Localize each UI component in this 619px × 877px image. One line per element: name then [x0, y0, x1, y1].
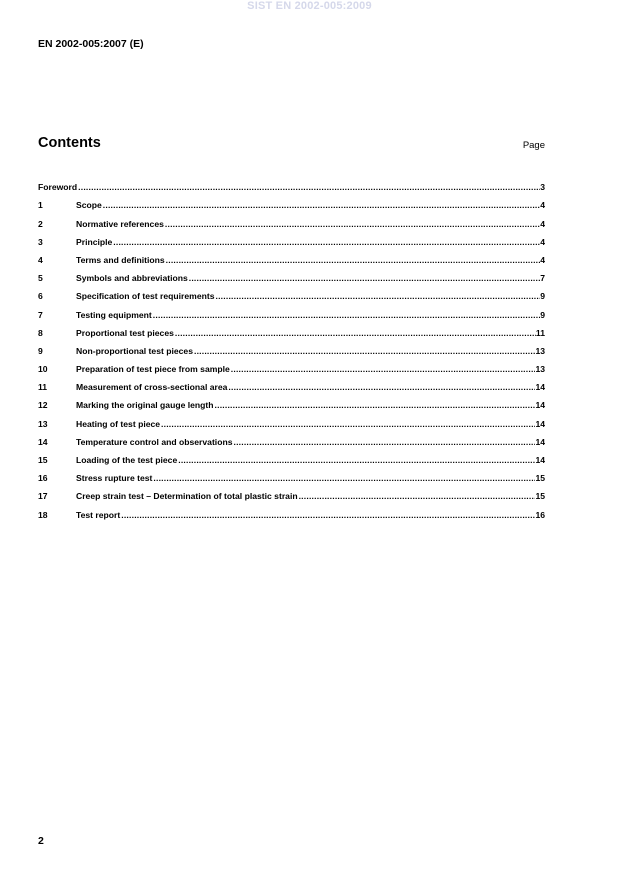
page-number: 2	[38, 835, 44, 847]
toc-entry-number: 12	[38, 400, 48, 411]
toc-entry-measurement-of-cross-sectional-area[interactable]	[38, 375, 545, 393]
dot-leader	[113, 237, 540, 248]
dot-leader	[153, 473, 535, 484]
toc-entry-number: 13	[38, 418, 48, 429]
toc-entry-proportional-test-pieces[interactable]	[38, 321, 545, 339]
toc-entry-specification-of-test-requirements[interactable]	[38, 284, 545, 302]
toc-entry-title: Marking the original gauge length	[76, 400, 214, 411]
toc-entry-page: 14	[535, 400, 545, 411]
toc-entry-principle[interactable]	[38, 230, 545, 248]
toc-entry-page: 7	[540, 273, 545, 284]
toc-entry-page: 11	[535, 327, 545, 338]
dot-leader	[103, 200, 540, 211]
dot-leader	[215, 400, 536, 411]
dot-leader	[231, 364, 536, 375]
toc-entry-number: 14	[38, 436, 48, 447]
toc-entry-title: Foreword	[38, 182, 78, 193]
toc-entry-preparation-of-test-piece[interactable]	[38, 357, 545, 375]
toc-entry-title: Creep strain test – Determination of total plastic strain	[76, 491, 298, 502]
table-of-contents	[38, 175, 545, 521]
toc-entry-number: 11	[38, 382, 48, 393]
toc-entry-number: 10	[38, 364, 48, 375]
dot-leader	[165, 219, 540, 230]
dot-leader	[299, 491, 536, 502]
toc-entry-title: Proportional test pieces	[76, 327, 174, 338]
toc-entry-number: 8	[38, 327, 43, 338]
dot-leader	[78, 182, 540, 193]
toc-entry-page: 3	[540, 182, 545, 193]
toc-entry-title: Scope	[76, 200, 102, 211]
contents-heading: Contents	[38, 135, 101, 151]
dot-leader	[166, 255, 541, 266]
dot-leader	[216, 291, 541, 302]
toc-entry-title: Preparation of test piece from sample	[76, 364, 230, 375]
toc-entry-heating-of-test-piece[interactable]	[38, 411, 545, 429]
dot-leader	[121, 510, 535, 521]
toc-entry-stress-rupture-test[interactable]	[38, 466, 545, 484]
toc-entry-page: 15	[535, 491, 545, 502]
toc-entry-page: 9	[540, 291, 545, 302]
dot-leader	[194, 346, 535, 357]
toc-entry-page: 4	[540, 200, 545, 211]
toc-entry-number: 4	[38, 254, 43, 265]
toc-entry-marking-gauge-length[interactable]	[38, 393, 545, 411]
toc-entry-number: 18	[38, 509, 48, 520]
toc-entry-page: 9	[540, 309, 545, 320]
toc-entry-page: 4	[540, 218, 545, 229]
toc-entry-number: 1	[38, 200, 43, 211]
toc-entry-number: 6	[38, 291, 43, 302]
toc-entry-page: 14	[535, 382, 545, 393]
toc-entry-title: Principle	[76, 236, 113, 247]
dot-leader	[228, 382, 535, 393]
toc-entry-page: 14	[535, 436, 545, 447]
toc-entry-temperature-control[interactable]	[38, 430, 545, 448]
toc-entry-symbols-and-abbreviations[interactable]	[38, 266, 545, 284]
toc-entry-testing-equipment[interactable]	[38, 302, 545, 320]
dot-leader	[153, 310, 540, 321]
toc-entry-title: Temperature control and observations	[76, 436, 233, 447]
toc-entry-terms-and-definitions[interactable]	[38, 248, 545, 266]
toc-entry-title: Non-proportional test pieces	[76, 345, 193, 356]
toc-entry-number: 9	[38, 345, 43, 356]
toc-entry-title: Specification of test requirements	[76, 291, 215, 302]
toc-entry-title: Measurement of cross-sectional area	[76, 382, 228, 393]
toc-entry-page: 15	[535, 473, 545, 484]
toc-entry-test-report[interactable]	[38, 502, 545, 520]
watermark: SIST EN 2002-005:2009	[247, 0, 372, 12]
toc-entry-title: Stress rupture test	[76, 473, 153, 484]
toc-entry-page: 13	[535, 345, 545, 356]
dot-leader	[189, 273, 540, 284]
toc-entry-title: Heating of test piece	[76, 418, 161, 429]
toc-entry-title: Testing equipment	[76, 309, 152, 320]
toc-entry-foreword[interactable]	[38, 175, 545, 193]
toc-entry-page: 4	[540, 254, 545, 265]
toc-entry-loading-of-test-piece[interactable]	[38, 448, 545, 466]
toc-entry-scope[interactable]	[38, 193, 545, 211]
dot-leader	[178, 455, 535, 466]
toc-entry-page: 14	[535, 455, 545, 465]
dot-leader	[161, 419, 535, 430]
document-id: EN 2002-005:2007 (E)	[38, 38, 144, 50]
toc-entry-number: 2	[38, 218, 43, 229]
toc-entry-title: Symbols and abbreviations	[76, 273, 188, 284]
toc-entry-number: 16	[38, 473, 48, 484]
toc-entry-number: 15	[38, 455, 48, 465]
toc-entry-page: 16	[535, 509, 545, 520]
toc-entry-normative-references[interactable]	[38, 211, 545, 229]
toc-entry-title: Terms and definitions	[76, 254, 165, 265]
page-column-label: Page	[522, 140, 545, 151]
toc-entry-page: 13	[535, 364, 545, 375]
dot-leader	[175, 328, 536, 339]
toc-entry-non-proportional-test-pieces[interactable]	[38, 339, 545, 357]
toc-entry-title: Normative references	[76, 218, 164, 229]
toc-entry-title: Loading of the test piece	[76, 455, 178, 465]
toc-entry-number: 17	[38, 491, 48, 502]
dot-leader	[233, 437, 535, 448]
toc-entry-title: Test report	[76, 509, 121, 520]
toc-entry-number: 3	[38, 236, 43, 247]
toc-entry-page: 14	[535, 418, 545, 429]
toc-entry-page: 4	[540, 236, 545, 247]
toc-entry-number: 7	[38, 309, 43, 320]
toc-entry-creep-strain-test[interactable]	[38, 484, 545, 502]
toc-entry-number: 5	[38, 273, 43, 284]
